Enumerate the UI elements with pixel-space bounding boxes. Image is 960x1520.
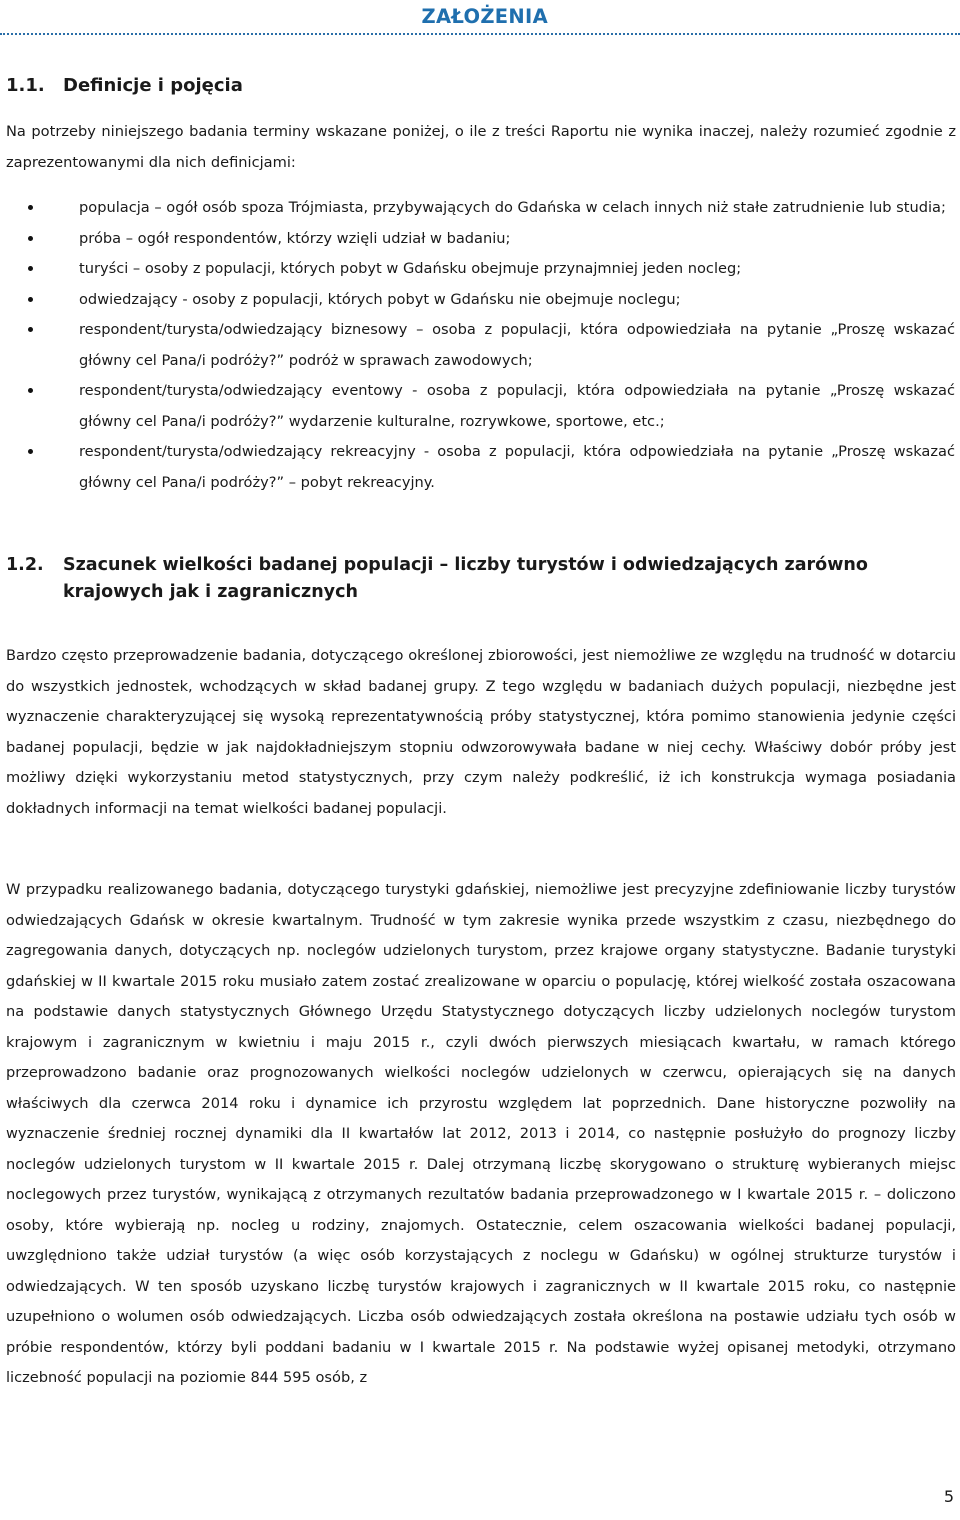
header-divider: [0, 33, 960, 35]
definition-item: populacja – ogół osób spoza Trójmiasta, przybywających do Gdańska w celach innych niż stałe zatrudnienie lub studia;: [0, 193, 955, 224]
section-1-title: Definicje i pojęcia: [63, 75, 243, 96]
bullet-icon: [28, 388, 33, 393]
bullet-icon: [28, 266, 33, 271]
section-2-paragraph-2: W przypadku realizowanego badania, dotyczącego turystyki gdańskiej, niemożliwe jest precyzyjne zdefiniowanie liczby turystów odwiedzających Gdańsk w okresie kwartalnym. Trudność w tym zakresie wynika przede wszystkim z czasu, niezbędnego do zagregowania danych, dotyczących np. noclegów udzielonych turystom, przez krajowe organy statystyczne. Badanie turystyki gdańskiej w II kwartale 2015 roku musiało zatem zostać zrealizowane w oparciu o populację, której wielkość została oszacowana na podstawie danych statystycznych Głównego Urzędu Statystycznego dotyczących liczby udzielonych noclegów turystom krajowym i zagranicznym w kwietniu i maju 2015 r., czyli dwóch pierwszych miesiącach kwartału, w ramach którego przeprowadzono badanie oraz prognozowanych wielkości noclegów udzielonych w czerwcu, opierających się na danych właściwych dla czerwca 2014 roku i dynamice ich przyrostu względem lat poprzednich. Dane historyczne pozwoliły na wyznaczenie średniej rocznej dynamiki dla II kwartałów lat 2012, 2013 i 2014, co następnie posłużyło do prognozy liczby noclegów udzielonych turystom w II kwartale 2015 r. Dalej otrzymaną liczbę skorygowano o strukturę wybieranych miejsc noclegowych przez turystów, wynikającą z otrzymanych rezultatów badania przeprowadzonego w I kwartale 2015 r. – doliczono osoby, które wybierają np. nocleg u rodziny, znajomych. Ostatecznie, celem oszacowania wielkości badanej populacji, uwzględniono także udział turystów (a więc osób korzystających z noclegu w Gdańsku) w ogólnej strukturze turystów i odwiedzających. W ten sposób uzyskano liczbę turystów krajowych i zagranicznych w II kwartale 2015 roku, co następnie uzupełniono o wolumen osób odwiedzających. Liczba osób odwiedzających została określona na postawie udziału tych osób w próbie respondentów, którzy byli poddani badaniu w I kwartale 2015 r. Na podstawie wyżej opisanej metodyki, otrzymano liczebność populacji na poziomie 844 595 osób, z: [6, 881, 956, 1386]
page-number: 5: [943, 1487, 954, 1506]
section-1-intro: Na potrzeby niniejszego badania terminy wskazane poniżej, o ile z treści Raportu nie wynika inaczej, należy rozumieć zgodnie z zaprezentowanymi dla nich definicjami:: [6, 123, 956, 171]
bullet-icon: [28, 449, 33, 454]
section-2-number: 1.2.: [6, 555, 44, 575]
section-1-heading: [6, 75, 243, 96]
section-2-heading: [6, 552, 956, 606]
definition-item: odwiedzający - osoby z populacji, których pobyt w Gdańsku nie obejmuje noclegu;: [0, 285, 955, 316]
definition-item: turyści – osoby z populacji, których pobyt w Gdańsku obejmuje przynajmniej jeden nocleg;: [0, 254, 955, 285]
definitions-list: [0, 193, 960, 498]
bullet-icon: [28, 297, 33, 302]
section-2-title-line1: Szacunek wielkości badanej populacji – liczby turystów i odwiedzających zarówno: [63, 555, 868, 575]
definition-item: respondent/turysta/odwiedzający rekreacyjny - osoba z populacji, która odpowiedziała na pytanie „Proszę wskazać główny cel Pana/i podróży?” – pobyt rekreacyjny.: [0, 437, 955, 498]
bullet-icon: [28, 236, 33, 241]
header-title: ZAŁOŻENIA: [421, 5, 548, 28]
bullet-icon: [28, 205, 33, 210]
definition-item: respondent/turysta/odwiedzający biznesowy – osoba z populacji, która odpowiedziała na pytanie „Proszę wskazać główny cel Pana/i podróży?” podróż w sprawach zawodowych;: [0, 315, 955, 376]
section-2-title-line2: krajowych jak i zagranicznych: [63, 582, 358, 602]
definition-item: respondent/turysta/odwiedzający eventowy - osoba z populacji, która odpowiedziała na pytanie „Proszę wskazać główny cel Pana/i podróży?” wydarzenie kulturalne, rozrywkowe, sportowe, etc.;: [0, 376, 955, 437]
bullet-icon: [28, 327, 33, 332]
definition-item: próba – ogół respondentów, którzy wzięli udział w badaniu;: [0, 224, 955, 255]
section-2-paragraph-1: Bardzo często przeprowadzenie badania, dotyczącego określonej zbiorowości, jest niemożliwe ze względu na trudność w dotarciu do wszystkich jednostek, wchodzących w skład badanej grupy. Z tego względu w badaniach dużych populacji, niezbędne jest wyznaczenie charakteryzującej się wysoką reprezentatywnością próby statystycznej, która pomimo stanowienia jedynie części badanej populacji, będzie w jak najdokładniejszym stopniu odwzorowywała badane w niej cechy. Właściwy dobór próby jest możliwy dzięki wykorzystaniu metod statystycznych, przy czym należy podkreślić, iż ich konstrukcja wymaga posiadania dokładnych informacji na temat wielkości badanej populacji.: [6, 647, 956, 817]
section-1-number: 1.1.: [6, 75, 45, 96]
